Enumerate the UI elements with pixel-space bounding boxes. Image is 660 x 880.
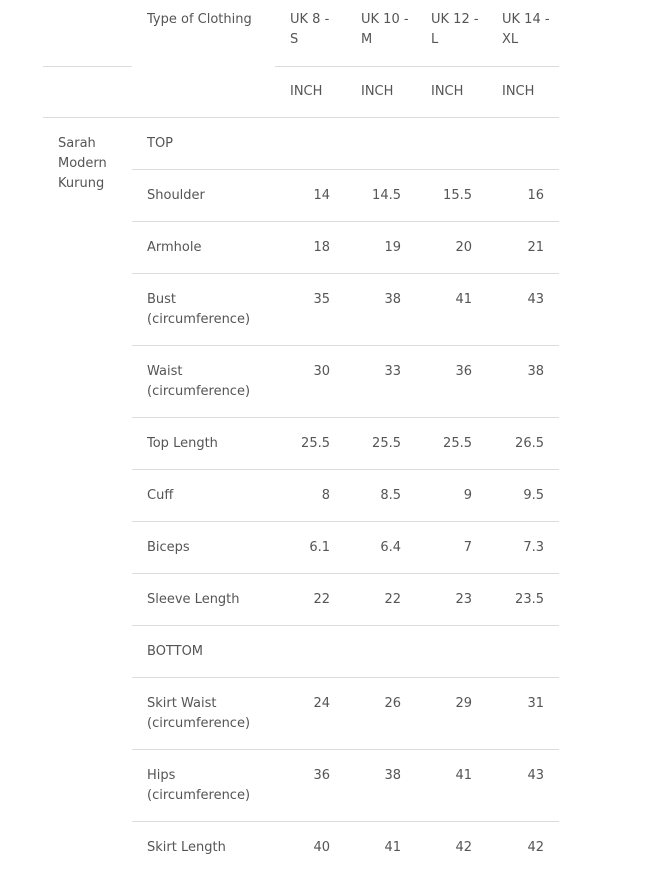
row-divider: [132, 345, 559, 346]
row-label: Cuff: [147, 488, 174, 503]
row-value: 8.5: [380, 488, 401, 503]
row-value: 41: [455, 768, 472, 783]
row-value: 19: [384, 240, 401, 255]
row-value: 15.5: [443, 188, 472, 203]
row-value: 16: [527, 188, 544, 203]
row-value: 26: [384, 696, 401, 711]
row-value: 29: [455, 696, 472, 711]
row-value: 40: [313, 840, 330, 855]
row-value: 7.3: [523, 540, 544, 555]
row-value: 35: [313, 292, 330, 307]
row-value: 31: [527, 696, 544, 711]
row-value: 33: [384, 364, 401, 379]
row-value: 18: [313, 240, 330, 255]
row-value: 9.5: [523, 488, 544, 503]
units-divider: [43, 117, 559, 118]
row-label: Skirt Length: [147, 840, 226, 855]
row-label: BOTTOM: [147, 644, 204, 659]
row-label: Hips (circumference): [147, 768, 251, 803]
row-value: 7: [463, 540, 472, 555]
row-label: Sleeve Length: [147, 592, 240, 607]
row-divider: [132, 469, 559, 470]
size-header-uk10: UK 10 - M: [361, 12, 409, 47]
row-value: 14: [313, 188, 330, 203]
row-label: Armhole: [147, 240, 202, 255]
row-divider: [132, 273, 559, 274]
size-header-uk12: UK 12 - L: [431, 12, 479, 47]
row-divider: [132, 625, 559, 626]
row-label: TOP: [147, 136, 174, 151]
row-value: 25.5: [372, 436, 401, 451]
row-value: 36: [455, 364, 472, 379]
row-value: 41: [455, 292, 472, 307]
row-divider: [132, 169, 559, 170]
header-divider-left: [43, 66, 132, 67]
row-value: 22: [384, 592, 401, 607]
row-value: 20: [455, 240, 472, 255]
row-value: 43: [527, 768, 544, 783]
row-value: 23: [455, 592, 472, 607]
size-header-uk14: UK 14 - XL: [502, 12, 550, 47]
size-header-uk8: UK 8 - S: [290, 12, 330, 47]
header-divider-right: [275, 66, 559, 67]
unit-label-uk10: INCH: [361, 84, 394, 99]
row-value: 42: [527, 840, 544, 855]
row-value: 25.5: [301, 436, 330, 451]
row-label: Top Length: [147, 436, 218, 451]
row-value: 43: [527, 292, 544, 307]
row-value: 6.1: [309, 540, 330, 555]
row-divider: [132, 221, 559, 222]
row-value: 8: [321, 488, 330, 503]
unit-label-uk14: INCH: [502, 84, 535, 99]
row-value: 30: [313, 364, 330, 379]
row-label: Biceps: [147, 540, 190, 555]
row-value: 38: [527, 364, 544, 379]
unit-label-uk8: INCH: [290, 84, 323, 99]
row-divider: [132, 677, 559, 678]
row-value: 21: [527, 240, 544, 255]
row-value: 9: [463, 488, 472, 503]
row-value: 26.5: [515, 436, 544, 451]
row-value: 38: [384, 292, 401, 307]
row-value: 24: [313, 696, 330, 711]
row-divider: [132, 521, 559, 522]
row-divider: [132, 573, 559, 574]
row-label: Skirt Waist (circumference): [147, 696, 251, 731]
row-value: 25.5: [443, 436, 472, 451]
row-value: 38: [384, 768, 401, 783]
row-divider: [132, 821, 559, 822]
row-value: 36: [313, 768, 330, 783]
row-value: 42: [455, 840, 472, 855]
row-label: Shoulder: [147, 188, 205, 203]
unit-label-uk12: INCH: [431, 84, 464, 99]
row-label: Waist (circumference): [147, 364, 251, 399]
row-value: 41: [384, 840, 401, 855]
row-value: 6.4: [380, 540, 401, 555]
row-label: Bust (circumference): [147, 292, 251, 327]
row-divider: [132, 749, 559, 750]
product-name: Sarah Modern Kurung: [58, 136, 107, 191]
row-value: 23.5: [515, 592, 544, 607]
row-value: 14.5: [372, 188, 401, 203]
type-of-clothing-header: Type of Clothing: [147, 12, 252, 27]
row-value: 22: [313, 592, 330, 607]
row-divider: [132, 417, 559, 418]
